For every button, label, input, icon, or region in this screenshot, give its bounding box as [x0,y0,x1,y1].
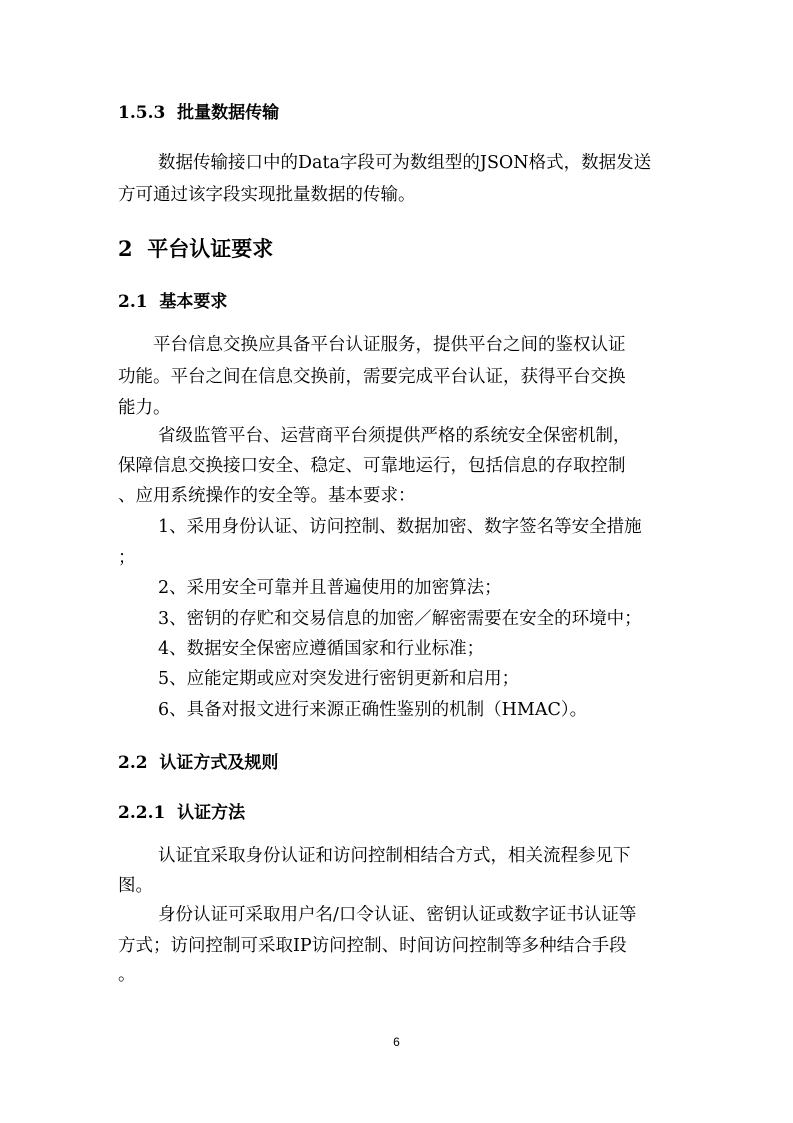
paragraph-basic2-line-1: 省级监管平台、运营商平台须提供严格的系统安全保密机制， [158,426,631,446]
paragraph-method1-line-1: 认证宜采取身份认证和访问控制相结合方式，相关流程参见下 [158,846,631,866]
heading-2 [118,233,273,263]
list-item: ； [118,548,136,568]
paragraph-batch-line-1: 数据传输接口中的Data字段可为数组型的JSON格式，数据发送 [158,153,652,173]
list-item: 3、密钥的存贮和交易信息的加密／解密需要在安全的环境中； [158,609,642,629]
heading-title: 平台认证要求 [147,236,274,261]
heading-title: 批量数据传输 [177,103,280,123]
paragraph-method2-line-1: 身份认证可采取用户名/口令认证、密钥认证或数字证书认证等 [158,905,637,925]
paragraph-method1-line-2: 图。 [118,876,153,896]
list-item: 4、数据安全保密应遵循国家和行业标准； [158,639,485,659]
list-item: 1、采用身份认证、访问控制、数据加密、数字签名等安全措施 [158,517,642,537]
heading-number: 2.1 [118,292,148,312]
paragraph-basic2-line-2: 保障信息交换接口安全、稳定、可靠地运行，包括信息的存取控制 [118,456,626,476]
heading-title: 认证方式及规则 [159,753,279,773]
heading-2-2 [118,748,278,773]
paragraph-basic1-line-2: 功能。平台之间在信息交换前，需要完成平台认证，获得平台交换 [118,367,626,387]
paragraph-method2-line-3: 。 [118,965,136,985]
heading-2-1 [118,287,227,312]
heading-1-5-3 [118,98,279,123]
heading-number: 2 [118,236,133,261]
paragraph-basic2-line-3: 、应用系统操作的安全等。基本要求： [118,486,416,506]
heading-2-2-1 [118,798,245,823]
paragraph-basic1-line-3: 能力。 [118,398,171,418]
list-item: 6、具备对报文进行来源正确性鉴别的机制（HMAC）。 [158,700,588,720]
heading-title: 基本要求 [159,292,228,312]
paragraph-batch-line-2: 方可通过该字段实现批量数据的传输。 [118,185,416,205]
heading-number: 2.2 [118,753,148,773]
paragraph-basic1-line-1: 平台信息交换应具备平台认证服务，提供平台之间的鉴权认证 [153,335,626,355]
heading-number: 1.5.3 [118,103,166,123]
list-item: 5、应能定期或应对突发进行密钥更新和启用； [158,669,520,689]
page-number: 6 [393,1035,400,1049]
paragraph-method2-line-2: 方式；访问控制可采取IP访问控制、时间访问控制等多种结合手段 [118,936,627,956]
heading-number: 2.2.1 [118,803,166,823]
heading-title: 认证方法 [177,803,246,823]
list-item: 2、采用安全可靠并且普遍使用的加密算法； [158,578,502,598]
